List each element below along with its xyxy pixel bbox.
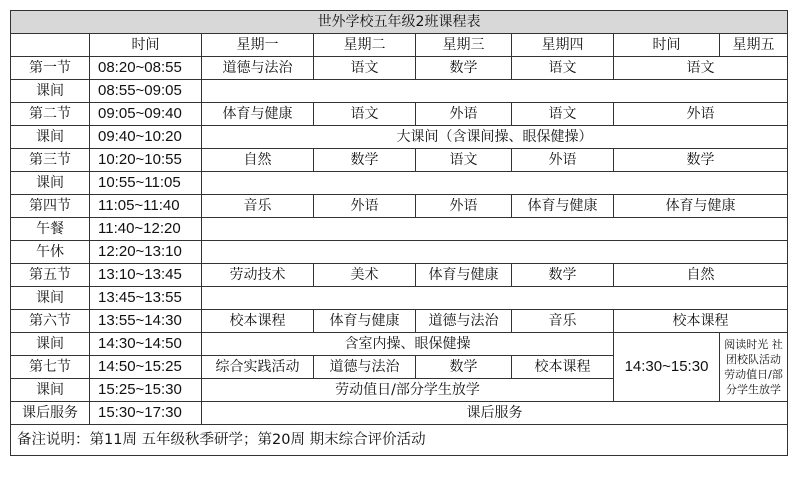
break-label: 课间 (11, 333, 90, 356)
period-label: 第四节 (11, 195, 90, 218)
wednesday-subject: 外语 (416, 195, 512, 218)
table-row (11, 264, 788, 287)
tuesday-subject: 语文 (314, 57, 416, 80)
monday-subject: 自然 (202, 149, 314, 172)
friday-subject: 校本课程 (614, 310, 788, 333)
period-label: 第一节 (11, 57, 90, 80)
table-row (11, 218, 788, 241)
friday-subject: 体育与健康 (614, 195, 788, 218)
period-label: 第三节 (11, 149, 90, 172)
tuesday-subject: 数学 (314, 149, 416, 172)
break-time: 08:55~09:05 (90, 80, 202, 103)
header-thursday: 星期四 (512, 34, 614, 57)
table-row (11, 126, 788, 149)
after-school-time: 15:30~17:30 (90, 402, 202, 425)
friday-subject: 外语 (614, 103, 788, 126)
header-row (11, 34, 788, 57)
wednesday-subject: 道德与法治 (416, 310, 512, 333)
period-time: 10:20~10:55 (90, 149, 202, 172)
break-time: 14:30~14:50 (90, 333, 202, 356)
period-time: 13:10~13:45 (90, 264, 202, 287)
table-row (11, 80, 788, 103)
friday-subject: 语文 (614, 57, 788, 80)
table-row (11, 172, 788, 195)
header-wednesday: 星期三 (416, 34, 512, 57)
schedule-sheet (10, 10, 788, 456)
monday-subject: 劳动技术 (202, 264, 314, 287)
lunch-time: 11:40~12:20 (90, 218, 202, 241)
wednesday-subject: 数学 (416, 356, 512, 379)
break-time: 13:45~13:55 (90, 287, 202, 310)
thursday-subject: 语文 (512, 103, 614, 126)
header-tuesday: 星期二 (314, 34, 416, 57)
lunch-label: 午餐 (11, 218, 90, 241)
wednesday-subject: 外语 (416, 103, 512, 126)
nap-span (202, 241, 788, 264)
remark-text: 备注说明：第11周 五年级秋季研学；第20周 期末综合评价活动 (11, 425, 788, 456)
table-row (11, 310, 788, 333)
table-row (11, 287, 788, 310)
period-time: 08:20~08:55 (90, 57, 202, 80)
table-row (11, 103, 788, 126)
tuesday-subject: 道德与法治 (314, 356, 416, 379)
table-row (11, 333, 788, 356)
wednesday-subject: 体育与健康 (416, 264, 512, 287)
period-label: 第二节 (11, 103, 90, 126)
thursday-subject: 外语 (512, 149, 614, 172)
break-time: 09:40~10:20 (90, 126, 202, 149)
lunch-span (202, 218, 788, 241)
friday-subject: 自然 (614, 264, 788, 287)
period-time: 13:55~14:30 (90, 310, 202, 333)
monday-subject: 体育与健康 (202, 103, 314, 126)
after-school-label: 课后服务 (11, 402, 90, 425)
thursday-subject: 校本课程 (512, 356, 614, 379)
friday-block-time: 14:30~15:30 (614, 333, 720, 402)
page-title: 世外学校五年级2班课程表 (11, 11, 788, 34)
period-time: 14:50~15:25 (90, 356, 202, 379)
nap-time: 12:20~13:10 (90, 241, 202, 264)
header-friday-time: 时间 (614, 34, 720, 57)
header-friday: 星期五 (720, 34, 788, 57)
break-time: 10:55~11:05 (90, 172, 202, 195)
after-school-span: 课后服务 (202, 402, 788, 425)
break-label: 课间 (11, 126, 90, 149)
table-row (11, 149, 788, 172)
period-time: 11:05~11:40 (90, 195, 202, 218)
table-row (11, 402, 788, 425)
period-time: 09:05~09:40 (90, 103, 202, 126)
break-label: 课间 (11, 172, 90, 195)
tuesday-subject: 外语 (314, 195, 416, 218)
monday-subject: 综合实践活动 (202, 356, 314, 379)
table-row (11, 57, 788, 80)
tuesday-subject: 语文 (314, 103, 416, 126)
break-label: 课间 (11, 80, 90, 103)
header-empty (11, 34, 90, 57)
period-label: 第六节 (11, 310, 90, 333)
table-row (11, 241, 788, 264)
monday-subject: 校本课程 (202, 310, 314, 333)
wednesday-subject: 语文 (416, 149, 512, 172)
break-span (202, 172, 788, 195)
monday-subject: 音乐 (202, 195, 314, 218)
tuesday-subject: 美术 (314, 264, 416, 287)
table-row (11, 195, 788, 218)
nap-label: 午休 (11, 241, 90, 264)
title-row (11, 11, 788, 34)
break-span: 含室内操、眼保健操 (202, 333, 614, 356)
header-monday: 星期一 (202, 34, 314, 57)
thursday-subject: 体育与健康 (512, 195, 614, 218)
tuesday-subject: 体育与健康 (314, 310, 416, 333)
break-span: 劳动值日/部分学生放学 (202, 379, 614, 402)
break-span (202, 80, 788, 103)
period-label: 第五节 (11, 264, 90, 287)
friday-block-activities: 阅读时光 社团校队活动 劳动值日/部分学生放学 (720, 333, 788, 402)
wednesday-subject: 数学 (416, 57, 512, 80)
remark-row (11, 425, 788, 456)
big-break-span: 大课间（含课间操、眼保健操） (202, 126, 788, 149)
thursday-subject: 数学 (512, 264, 614, 287)
break-time: 15:25~15:30 (90, 379, 202, 402)
monday-subject: 道德与法治 (202, 57, 314, 80)
header-time: 时间 (90, 34, 202, 57)
break-span (202, 287, 788, 310)
break-label: 课间 (11, 287, 90, 310)
schedule-table (10, 10, 788, 456)
friday-subject: 数学 (614, 149, 788, 172)
period-label: 第七节 (11, 356, 90, 379)
thursday-subject: 语文 (512, 57, 614, 80)
thursday-subject: 音乐 (512, 310, 614, 333)
break-label: 课间 (11, 379, 90, 402)
